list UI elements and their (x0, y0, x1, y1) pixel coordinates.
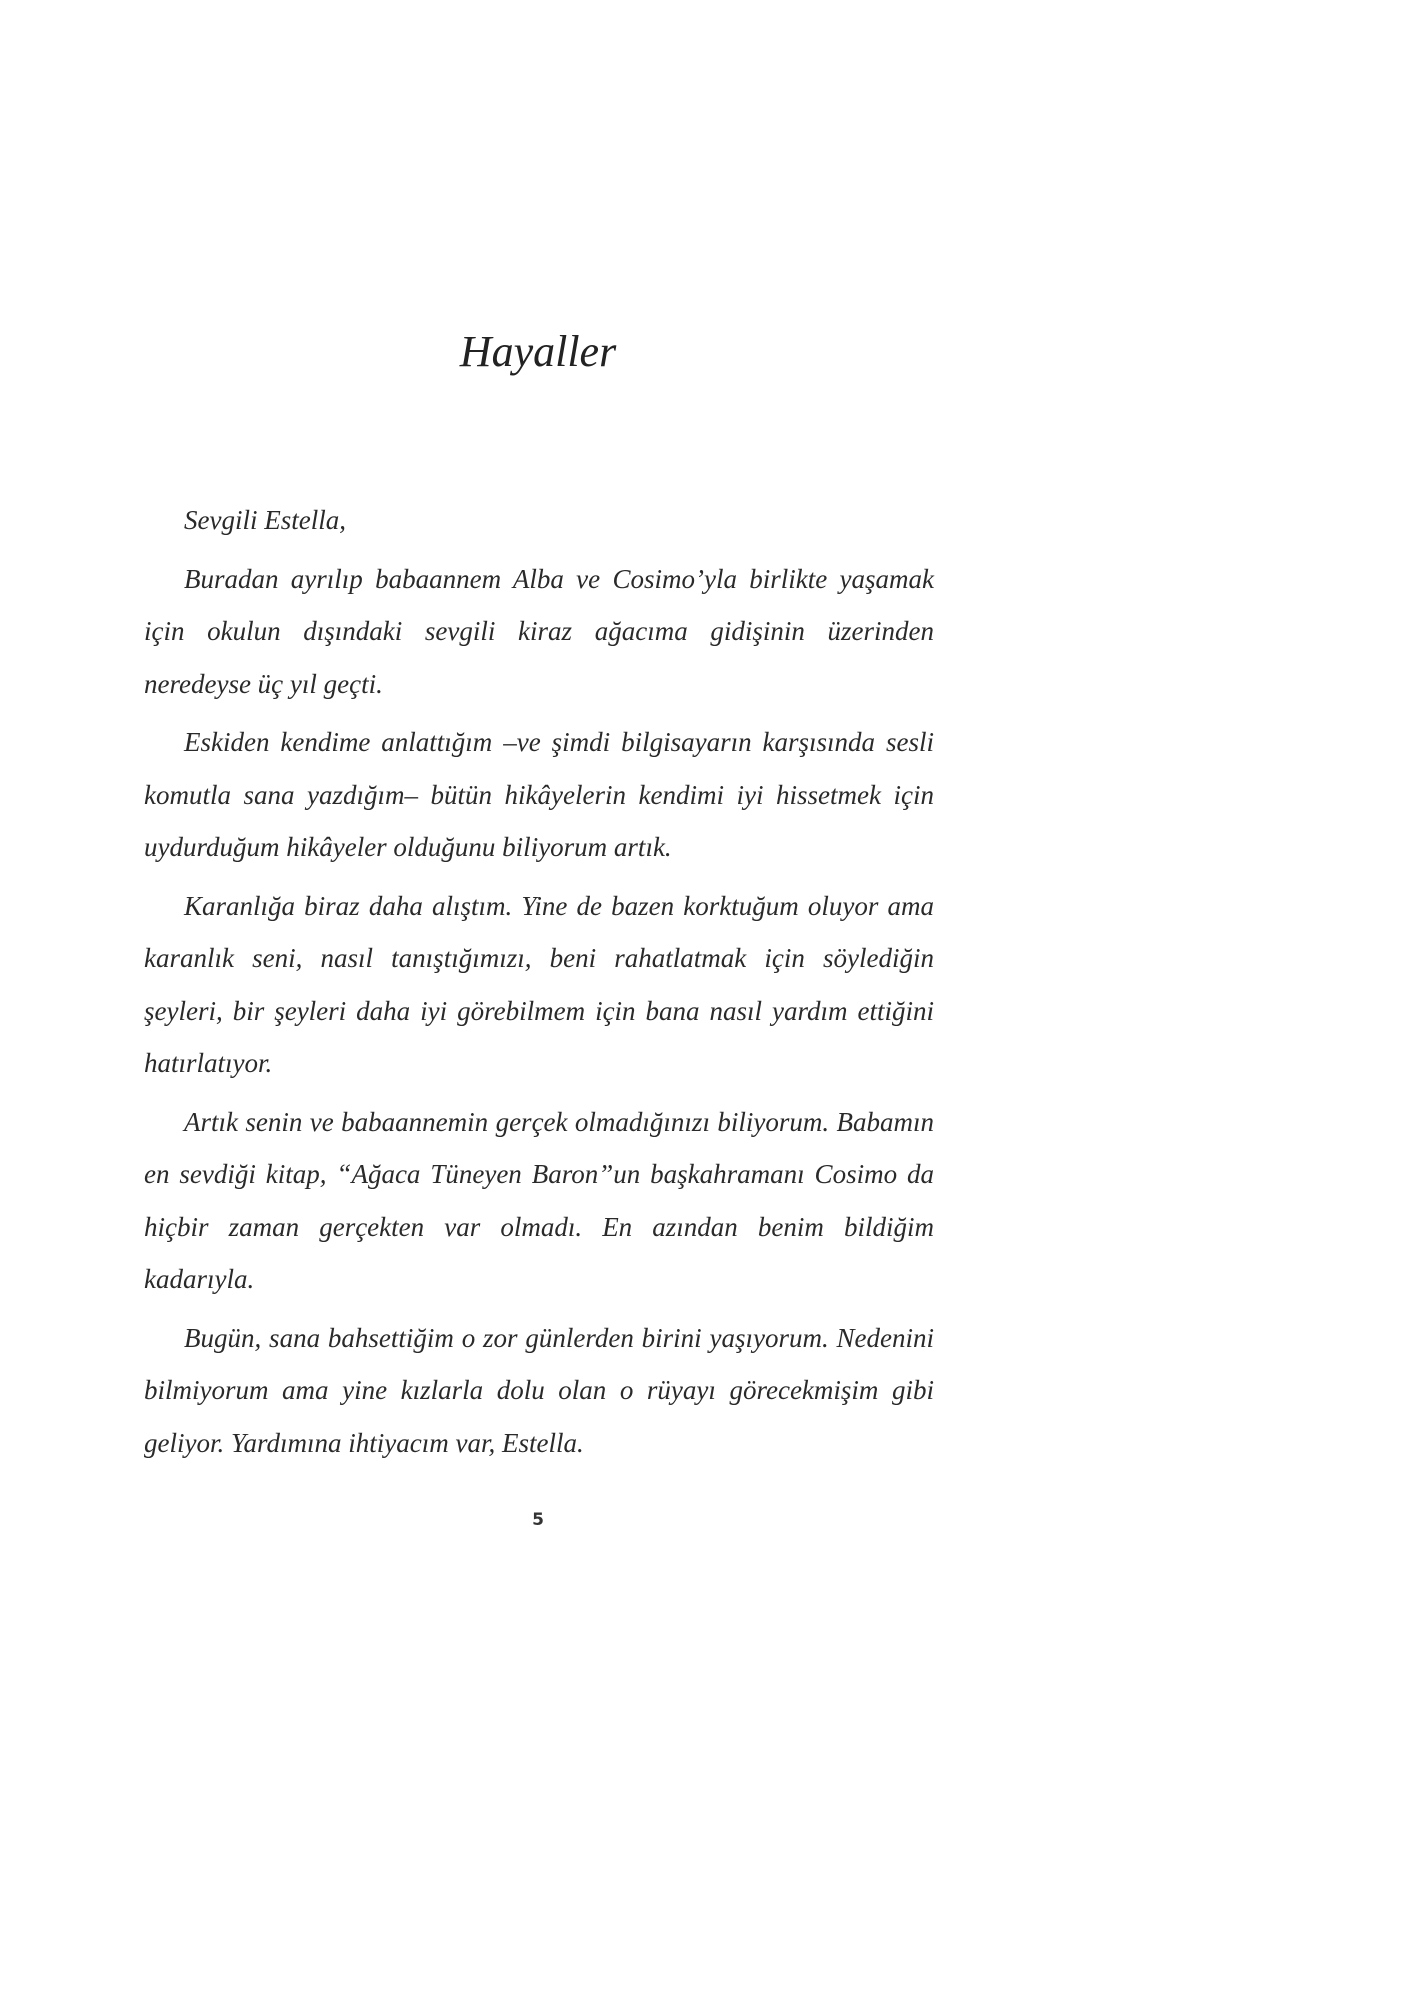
letter-paragraph: Buradan ayrılıp babaannem Alba ve Cosimo’yla birlikte yaşamak için okulun dışındaki sevgili kiraz ağacıma gidişinin üzerinden neredeyse üç yıl geçti. (144, 563, 934, 699)
letter-paragraph: Karanlığa biraz daha alıştım. Yine de bazen korktuğum oluyor ama karanlık seni, nasıl tanıştığımızı, beni rahatlatmak için söylediğin şeyleri, bir şeyleri daha iyi görebilmem için bana nasıl yardım ettiğini hatırlatıyor. (144, 890, 934, 1078)
letter-salutation: Sevgili Estella, (184, 505, 346, 535)
letter-paragraph: Bugün, sana bahsettiğim o zor günlerden birini yaşıyorum. Nedenini bilmiyorum ama yine kızlarla dolu olan o rüyayı görecekmişim gibi geliyor. Yardımına ihtiyacım var, Estella. (144, 1322, 934, 1458)
letter-body (144, 494, 934, 1475)
chapter-title: Hayaller (459, 327, 617, 376)
letter-paragraph: Artık senin ve babaannemin gerçek olmadığınızı biliyorum. Babamın en sevdiği kitap, “Ağaca Tüneyen Baron”un başkahramanı Cosimo da hiçbir zaman gerçekten var olmadı. En azından benim bildiğim kadarıyla. (144, 1106, 934, 1294)
letter-paragraph: Eskiden kendime anlattığım –ve şimdi bilgisayarın karşısında sesli komutla sana yazdığım– bütün hikâyelerin kendimi iyi hissetmek için uydurduğum hikâyeler olduğunu biliyorum artık. (144, 727, 934, 862)
page-number: 5 (532, 1510, 544, 1530)
